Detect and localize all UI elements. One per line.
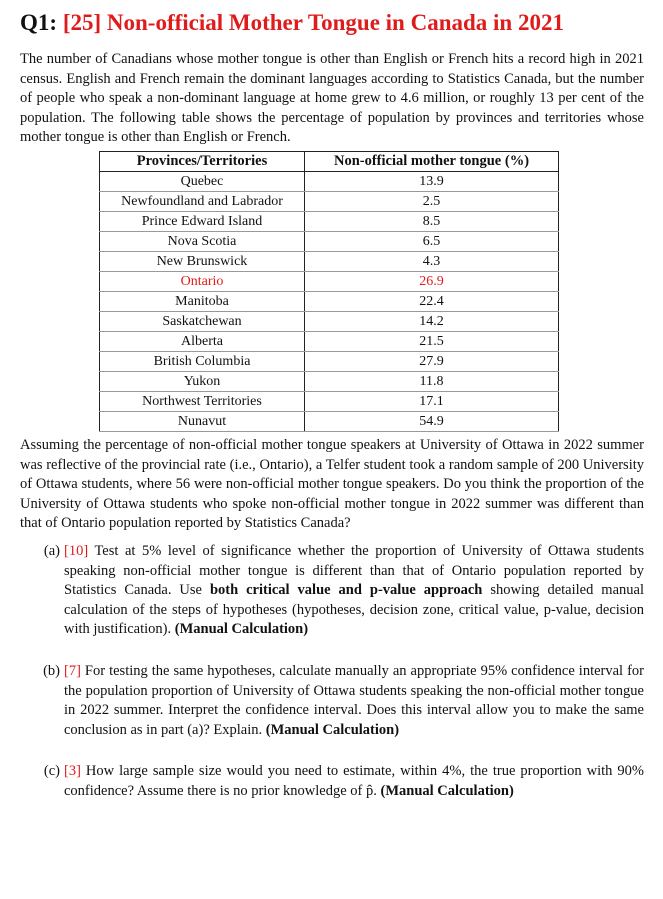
part-a-manual-note: (Manual Calculation): [174, 621, 309, 638]
province-cell: Newfoundland and Labrador: [100, 191, 305, 211]
table-row: [100, 411, 559, 431]
province-cell: Ontario: [100, 271, 305, 291]
header-percentage: Non-official mother tongue (%): [305, 151, 559, 171]
percentage-cell: 14.2: [305, 311, 559, 331]
percentage-cell: 21.5: [305, 331, 559, 351]
percentage-cell: 22.4: [305, 291, 559, 311]
province-cell: New Brunswick: [100, 251, 305, 271]
percentage-cell: 26.9: [305, 271, 559, 291]
percentage-cell: 13.9: [305, 171, 559, 191]
question-points: [25]: [62, 10, 102, 35]
province-cell: Yukon: [100, 371, 305, 391]
table-row: [100, 311, 559, 331]
part-c-points: [3]: [64, 763, 81, 780]
percentage-cell: 11.8: [305, 371, 559, 391]
table-row: [100, 351, 559, 371]
part-a: [20, 542, 644, 640]
mother-tongue-table: [99, 151, 559, 432]
province-cell: British Columbia: [100, 351, 305, 371]
part-c-manual-note: (Manual Calculation): [380, 782, 514, 799]
table-row: [100, 331, 559, 351]
province-cell: Nunavut: [100, 411, 305, 431]
table-row: [100, 231, 559, 251]
part-b: [20, 662, 644, 740]
part-a-points: [10]: [64, 542, 89, 559]
part-a-method: both critical value and p-value approach: [209, 582, 483, 599]
percentage-cell: 17.1: [305, 391, 559, 411]
province-cell: Northwest Territories: [100, 391, 305, 411]
part-c: [20, 762, 644, 801]
part-b-points: [7]: [64, 662, 81, 679]
table-row: [100, 271, 559, 291]
province-cell: Nova Scotia: [100, 231, 305, 251]
part-b-text: [7] For testing the same hypotheses, calculate manually an appropriate 95% confidence interval for the population proportion of University of Ottawa students speaking the non-official mother tongue in 2022 summer. Interpret the confidence interval. Does this interval allow you to make the same conclusion as in part (a)? Explain. (Manual Calculation): [64, 662, 644, 738]
question-title: [20, 8, 644, 38]
part-c-text: [3] How large sample size would you need to estimate, within 4%, the true proportion with 90% confidence? Assume there is no prior knowledge of p̂. (Manual Calculation): [64, 763, 644, 799]
table-body: [100, 171, 559, 431]
part-c-label: (c): [43, 763, 60, 780]
table-row: [100, 291, 559, 311]
percentage-cell: 6.5: [305, 231, 559, 251]
table-row: [100, 371, 559, 391]
table-header-row: [100, 151, 559, 171]
part-b-manual-note: (Manual Calculation): [265, 721, 400, 738]
percentage-cell: 8.5: [305, 211, 559, 231]
question-parts: [20, 542, 644, 802]
province-cell: Saskatchewan: [100, 311, 305, 331]
table-row: [100, 211, 559, 231]
intro-paragraph: The number of Canadians whose mother tongue is other than English or French hits a record high in 2021 census. English and French remain the dominant languages according to Statistics Canada, but the number of people who speak a non-dominant language at home grew to 4.6 million, or roughly 13 per cent of the population. The following table shows the percentage of population by provinces and territories whose mother tongue is other than English or French.: [20, 51, 644, 146]
percentage-cell: 4.3: [305, 251, 559, 271]
part-a-label: (a): [43, 542, 60, 559]
table-row: [100, 171, 559, 191]
province-cell: Quebec: [100, 171, 305, 191]
question-page: [20, 8, 644, 823]
question-heading: Non-official Mother Tongue in Canada in 2021: [106, 10, 564, 35]
part-a-text: [10] Test at 5% level of significance whether the proportion of University of Ottawa students speaking non-official mother tongue is different than that of Ontario population reported by Statistics Canada. Use both critical value and p-value approach showing detailed manual calculation of the steps of hypotheses (hypotheses, decision zone, critical value, p-value, decision with justification). (Manual Calculation): [64, 542, 644, 638]
percentage-cell: 27.9: [305, 351, 559, 371]
table-row: [100, 251, 559, 271]
percentage-cell: 2.5: [305, 191, 559, 211]
province-cell: Alberta: [100, 331, 305, 351]
percentage-cell: 54.9: [305, 411, 559, 431]
province-cell: Manitoba: [100, 291, 305, 311]
scenario-paragraph: Assuming the percentage of non-official mother tongue speakers at University of Ottawa in 2022 summer was reflective of the provincial rate (i.e., Ontario), a Telfer student took a random sample of 200 University of Ottawa students, where 56 were non-official mother tongue speakers. Do you think the proportion of the University of Ottawa students who spoke non-official mother tongue in 2022 summer was different than that of Ontario population reported by Statistics Canada?: [20, 436, 644, 532]
table-row: [100, 391, 559, 411]
question-number: Q1:: [20, 10, 58, 35]
table-row: [100, 191, 559, 211]
province-cell: Prince Edward Island: [100, 211, 305, 231]
part-b-label: (b): [43, 662, 60, 679]
header-province: Provinces/Territories: [100, 151, 305, 171]
